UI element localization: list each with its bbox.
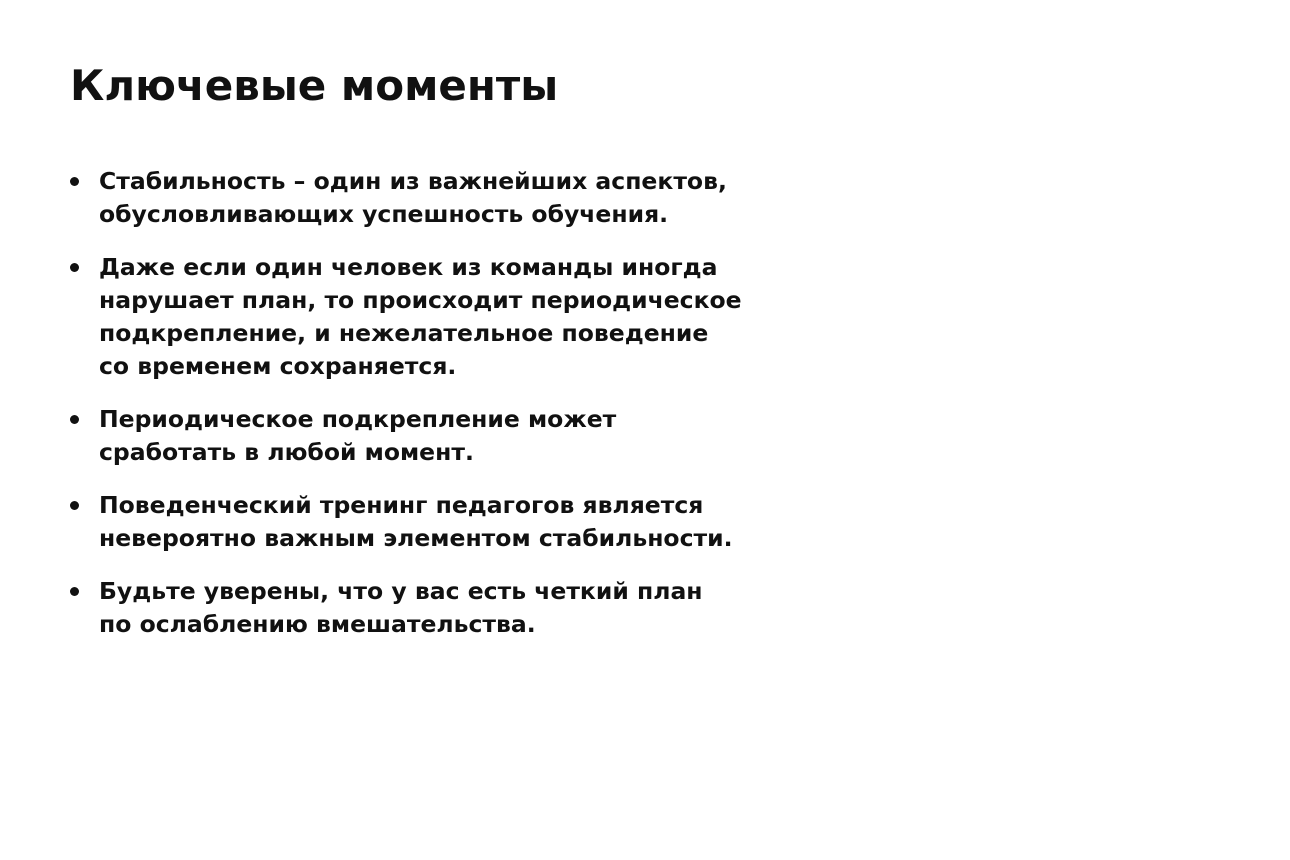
bullet-text-line: со временем сохраняется.	[99, 352, 457, 380]
bullet-text-line: Поведенческий тренинг педагогов является	[99, 491, 704, 519]
bullet-text-line: по ослаблению вмешательства.	[99, 610, 536, 638]
bullet-text-line: подкрепление, и нежелательное поведение	[99, 319, 709, 347]
bullet-item	[70, 489, 750, 555]
bullet-text-line: нарушает план, то происходит периодическое	[99, 286, 742, 314]
bullet-text-line: Будьте уверены, что у вас есть четкий план	[99, 577, 703, 605]
bullet-item	[70, 575, 750, 641]
slide-title: Ключевые моменты	[70, 61, 559, 110]
bullet-text-line: Периодическое подкрепление может	[99, 405, 617, 433]
bullet-text-line: Стабильность – один из важнейших аспектов,	[99, 167, 727, 195]
bullet-icon	[70, 263, 79, 272]
bullet-text-line: Даже если один человек из команды иногда	[99, 253, 718, 281]
bullet-icon	[70, 415, 79, 424]
bullet-item	[70, 165, 750, 231]
bullet-text-line: сработать в любой момент.	[99, 438, 474, 466]
bullet-list	[70, 165, 750, 641]
bullet-text-line: невероятно важным элементом стабильности.	[99, 524, 733, 552]
bullet-icon	[70, 501, 79, 510]
bullet-item	[70, 403, 750, 469]
bullet-item	[70, 251, 750, 383]
bullet-icon	[70, 177, 79, 186]
bullet-text-line: обусловливающих успешность обучения.	[99, 200, 669, 228]
bullet-icon	[70, 587, 79, 596]
